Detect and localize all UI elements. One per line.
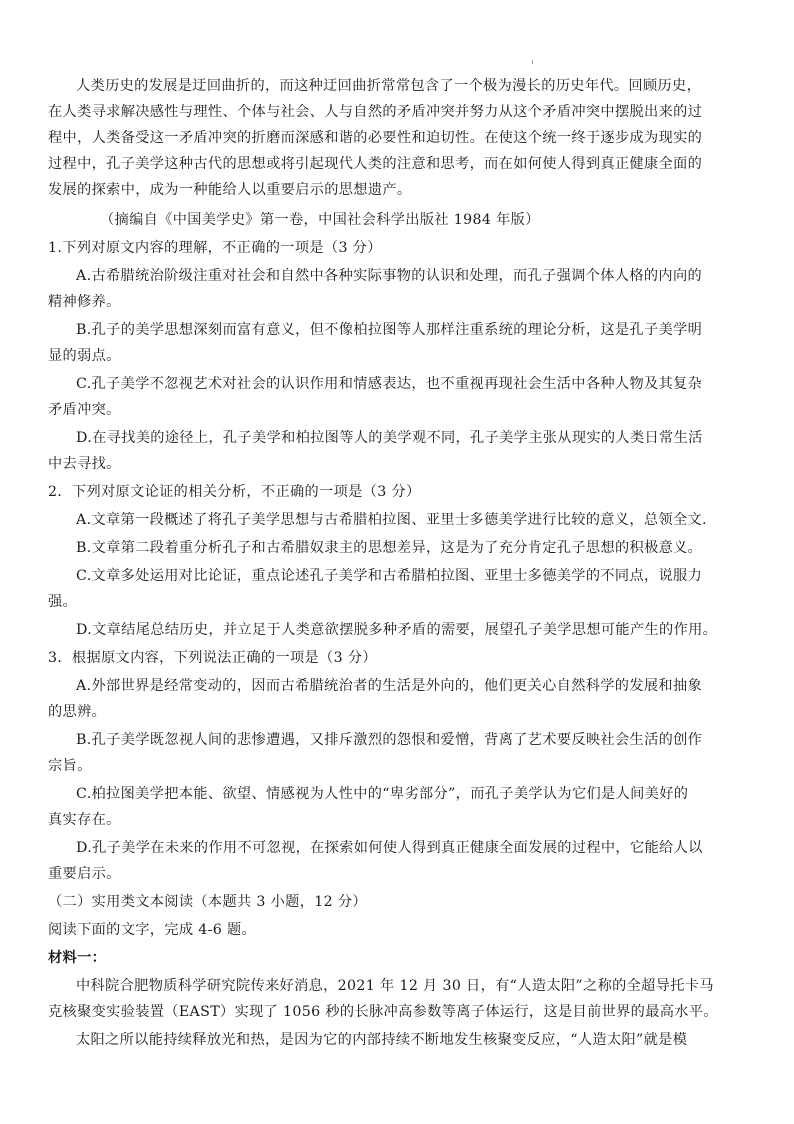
q2-option-a: A.文章第一段概述了将孔子美学思想与古希腊柏拉图、亚里士多德美学进行比较的意义，总领全文. (76, 512, 707, 528)
paragraph-line: 人类历史的发展是迂回曲折的，而这种迂回曲折常常包含了一个极为漫长的历史年代。回顾历史， (76, 78, 702, 94)
material-paragraph-line: 克核聚变实验装置（EAST）实现了 1056 秒的长脉冲高参数等离子体运行，这是目前世界的最高水平。 (48, 1004, 718, 1020)
q3-option-b: B.孔子美学既忽视人间的悲惨遭遇，又排斥激烈的怨恨和爱憎，背离了艺术要反映社会生活的创作 (76, 732, 703, 748)
q1-option-b-cont: 显的弱点。 (48, 348, 121, 364)
question-1-stem: 1.下列对原文内容的理解，不正确的一项是（3 分） (48, 240, 382, 256)
material-paragraph-line: 太阳之所以能持续释放光和热，是因为它的内部持续不断地发生核聚变反应，“人造太阳”就是模 (76, 1032, 688, 1048)
q3-option-d-cont: 重要启示。 (48, 866, 121, 882)
q1-option-d: D.在寻找美的途径上，孔子美学和柏拉图等人的美学观不同，孔子美学主张从现实的人类日常生活 (76, 430, 703, 446)
paragraph-line: 在人类寻求解决感性与理性、个体与社会、人与自然的矛盾冲突并努力从这个矛盾冲突中摆脱出来的过 (48, 104, 703, 120)
question-3-stem: 3．根据原文内容，下列说法正确的一项是（3 分） (48, 650, 377, 666)
q3-option-c: C.柏拉图美学把本能、欲望、情感视为人性中的“卑劣部分”，而孔子美学认为它们是人间美好的 (76, 786, 689, 802)
q1-option-d-cont: 中去寻找。 (48, 456, 121, 472)
source-citation: （摘编自《中国美学史》第一卷，中国社会科学出版社 1984 年版） (100, 212, 540, 228)
q1-option-a: A.古希腊统治阶级注重对社会和自然中各种实际事物的认识和处理，而孔子强调个体人格的内向的 (76, 268, 703, 284)
question-2-stem: 2．下列对原文论证的相关分析，不正确的一项是（3 分） (48, 484, 421, 500)
q2-option-c: C.文章多处运用对比论证，重点论述孔子美学和古希腊柏拉图、亚里士多德美学的不同点，说服力 (76, 568, 703, 584)
q1-option-c-cont: 矛盾冲突。 (48, 402, 121, 418)
q2-option-d: D.文章结尾总结历史，并立足于人类意欲摆脱多种矛盾的需要，展望孔子美学思想可能产生的作用。 (76, 622, 718, 638)
q3-option-c-cont: 真实存在。 (48, 812, 121, 828)
paragraph-line: 过程中，孔子美学这种古代的思想或将引起现代人类的注意和思考，而在如何使人得到真正健康全面的 (48, 156, 703, 172)
q2-option-b: B.文章第二段着重分析孔子和古希腊奴隶主的思想差异，这是为了充分肯定孔子思想的积极意义。 (76, 540, 703, 556)
q2-option-c-cont: 强。 (48, 594, 78, 610)
section-instruction: 阅读下面的文字，完成 4-6 题。 (48, 922, 257, 938)
q1-option-a-cont: 精神修养。 (48, 294, 121, 310)
paragraph-line: 程中，人类备受这一矛盾冲突的折磨而深感和谐的必要性和迫切性。在使这个统一终于逐步成为现实的 (48, 130, 703, 146)
q1-option-c: C.孔子美学不忽视艺术对社会的认识作用和情感表达，也不重视再现社会生活中各种人物及其复杂 (76, 376, 703, 392)
paragraph-line: 发展的探索中，成为一种能给人以重要启示的思想遗产。 (48, 182, 412, 198)
q3-option-a-cont: 的思辨。 (48, 704, 107, 720)
q3-option-d: D.孔子美学在未来的作用不可忽视，在探索如何使人得到真正健康全面发展的过程中，它能给人以 (76, 840, 703, 856)
scan-mark (532, 60, 533, 64)
q3-option-a: A.外部世界是经常变动的，因而古希腊统治者的生活是外向的，他们更关心自然科学的发展和抽象 (76, 678, 703, 694)
material-label: 材料一： (48, 950, 107, 966)
material-paragraph-line: 中科院合肥物质科学研究院传来好消息，2021 年 12 月 30 日，有“人造太阳”之称的全超导托卡马 (76, 978, 714, 994)
q1-option-b: B.孔子的美学思想深刻而富有意义，但不像柏拉图等人那样注重系统的理论分析，这是孔子美学明 (76, 322, 703, 338)
q3-option-b-cont: 宗旨。 (48, 758, 92, 774)
section-heading: （二）实用类文本阅读（本题共 3 小题，12 分） (48, 894, 367, 910)
